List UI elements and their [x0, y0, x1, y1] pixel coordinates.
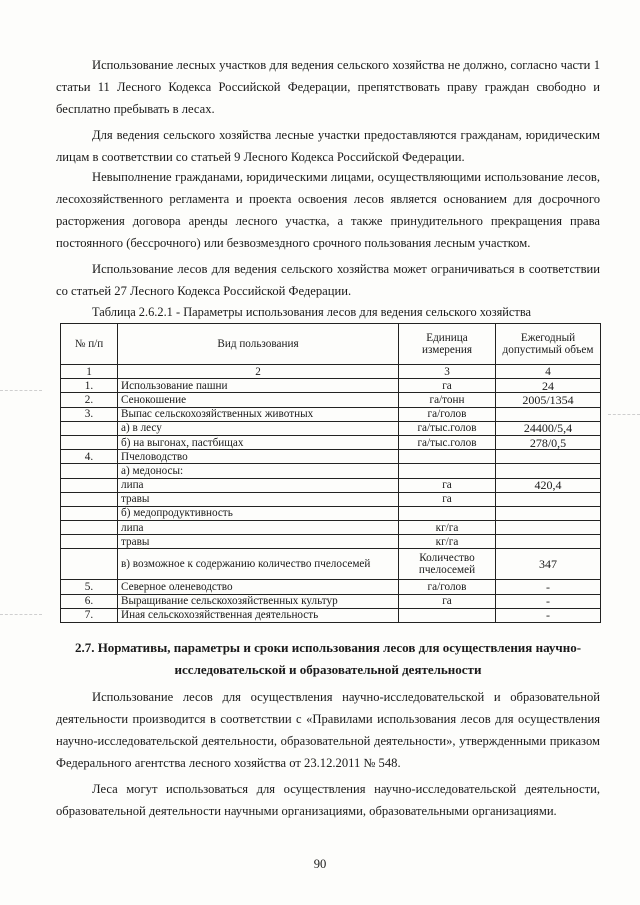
table-row [61, 421, 601, 435]
cell-number: 4. [61, 450, 118, 464]
margin-scan-line [608, 414, 640, 415]
cell-volume [496, 535, 601, 549]
cell-number [61, 435, 118, 449]
cell-usage: Иная сельскохозяйственная деятельность [118, 608, 399, 622]
paragraph-restrictions: Использование лесов для ведения сельского хозяйства может ограничиваться в соответствии со статьей 27 Лесного Кодекса Российской Федерации. [56, 262, 600, 298]
cell-volume [496, 450, 601, 464]
cell-volume: - [496, 608, 601, 622]
cell-unit: га [399, 379, 496, 393]
paragraph-agriculture-provision: Для ведения сельского хозяйства лесные участки предоставляются гражданам, юридическим лицам в соответствии со статьей 9 Лесного Кодекса Российской Федерации. [56, 128, 600, 164]
cell-volume: 24400/5,4 [496, 421, 601, 435]
paragraph-agriculture-access: Использование лесных участков для ведения сельского хозяйства не должно, согласно части 1 статьи 11 Лесного Кодекса Российской Федерации, препятствовать праву граждан свободно и бесплатно пребывать в лесах. [56, 58, 600, 116]
header-unit: Единица измерения [399, 324, 496, 365]
table-row [61, 478, 601, 492]
cell-unit: кг/га [399, 521, 496, 535]
paragraph-violation-consequences: Невыполнение гражданами, юридическими лицами, осуществляющими использование лесов, лесохозяйственного регламента и проекта освоения лесов является основанием для досрочного расторжения договора аренды лесного участка, а также принудительного прекращения права постоянного (бессрочного) или безвозмездного срочного пользования лесным участком. [56, 170, 600, 250]
header-usage-type: Вид пользования [118, 324, 399, 365]
cell-unit [399, 506, 496, 520]
cell-unit [399, 464, 496, 478]
table-row [61, 594, 601, 608]
cell-number: 7. [61, 608, 118, 622]
table-row [61, 464, 601, 478]
cell-usage: Использование пашни [118, 379, 399, 393]
section-heading: 2.7. Нормативы, параметры и сроки использования лесов для осуществления научно-исследовательской и образовательной деятельности [74, 640, 582, 677]
column-number-3: 3 [399, 365, 496, 379]
table-row [61, 549, 601, 580]
cell-unit [399, 608, 496, 622]
cell-volume: - [496, 580, 601, 594]
cell-number [61, 506, 118, 520]
cell-unit: Количество пчелосемей [399, 549, 496, 580]
cell-usage: Пчеловодство [118, 450, 399, 464]
cell-number: 5. [61, 580, 118, 594]
cell-number [61, 535, 118, 549]
cell-usage: липа [118, 521, 399, 535]
cell-unit: га [399, 492, 496, 506]
cell-number [61, 492, 118, 506]
cell-usage: а) медоносы: [118, 464, 399, 478]
cell-volume [496, 464, 601, 478]
table-row [61, 535, 601, 549]
cell-volume: - [496, 594, 601, 608]
cell-volume [496, 506, 601, 520]
cell-volume: 347 [496, 549, 601, 580]
cell-unit: га/тонн [399, 393, 496, 407]
cell-number: 1. [61, 379, 118, 393]
cell-usage: а) в лесу [118, 421, 399, 435]
cell-number [61, 464, 118, 478]
header-number: № п/п [61, 324, 118, 365]
cell-unit: га/голов [399, 580, 496, 594]
agriculture-parameters-table [60, 323, 601, 623]
cell-unit: га/тыс.голов [399, 435, 496, 449]
table-row [61, 393, 601, 407]
cell-volume [496, 521, 601, 535]
cell-usage: б) медопродуктивность [118, 506, 399, 520]
cell-usage: б) на выгонах, пастбищах [118, 435, 399, 449]
cell-number [61, 421, 118, 435]
cell-unit: га/тыс.голов [399, 421, 496, 435]
table-row [61, 608, 601, 622]
column-number-4: 4 [496, 365, 601, 379]
table-row [61, 435, 601, 449]
cell-number [61, 521, 118, 535]
header-annual-volume: Ежегодный допустимый объем [496, 324, 601, 365]
table-row [61, 450, 601, 464]
cell-volume: 420,4 [496, 478, 601, 492]
paragraph-research-organizations: Леса могут использоваться для осуществления научно-исследовательской деятельности, образовательной деятельности научными организациями, образовательными организациями. [56, 782, 600, 818]
cell-volume: 2005/1354 [496, 393, 601, 407]
margin-scan-line [0, 390, 42, 391]
cell-usage: Северное оленеводство [118, 580, 399, 594]
margin-scan-line [0, 614, 42, 615]
cell-unit: га/голов [399, 407, 496, 421]
cell-unit: кг/га [399, 535, 496, 549]
table-row [61, 379, 601, 393]
cell-number: 3. [61, 407, 118, 421]
cell-usage: травы [118, 535, 399, 549]
table-row [61, 407, 601, 421]
cell-usage: Выпас сельскохозяйственных животных [118, 407, 399, 421]
column-number-1: 1 [61, 365, 118, 379]
cell-number: 6. [61, 594, 118, 608]
table-header-row [61, 324, 601, 365]
page-number: 90 [313, 857, 327, 871]
table-row [61, 506, 601, 520]
paragraph-research-usage: Использование лесов для осуществления научно-исследовательской и образовательной деятельности производится в соответствии с «Правилами использования лесов для осуществления научно-исследовательской деятельности, образовательной деятельности», утвержденными приказом Федерального агентства лесного хозяйства от 23.12.2011 № 548. [56, 690, 600, 770]
cell-volume [496, 407, 601, 421]
cell-number [61, 478, 118, 492]
cell-usage: липа [118, 478, 399, 492]
table-caption: Таблица 2.6.2.1 - Параметры использования лесов для ведения сельского хозяйства [92, 305, 532, 319]
cell-unit [399, 450, 496, 464]
cell-volume: 24 [496, 379, 601, 393]
table-row [61, 521, 601, 535]
cell-usage: Выращивание сельскохозяйственных культур [118, 594, 399, 608]
cell-volume: 278/0,5 [496, 435, 601, 449]
cell-usage: Сенокошение [118, 393, 399, 407]
cell-number: 2. [61, 393, 118, 407]
cell-usage: травы [118, 492, 399, 506]
column-number-2: 2 [118, 365, 399, 379]
table-row [61, 580, 601, 594]
cell-unit: га [399, 478, 496, 492]
cell-unit: га [399, 594, 496, 608]
table-row [61, 492, 601, 506]
cell-volume [496, 492, 601, 506]
cell-number [61, 549, 118, 580]
table-column-numbers-row [61, 365, 601, 379]
cell-usage: в) возможное к содержанию количество пчелосемей [118, 549, 399, 580]
